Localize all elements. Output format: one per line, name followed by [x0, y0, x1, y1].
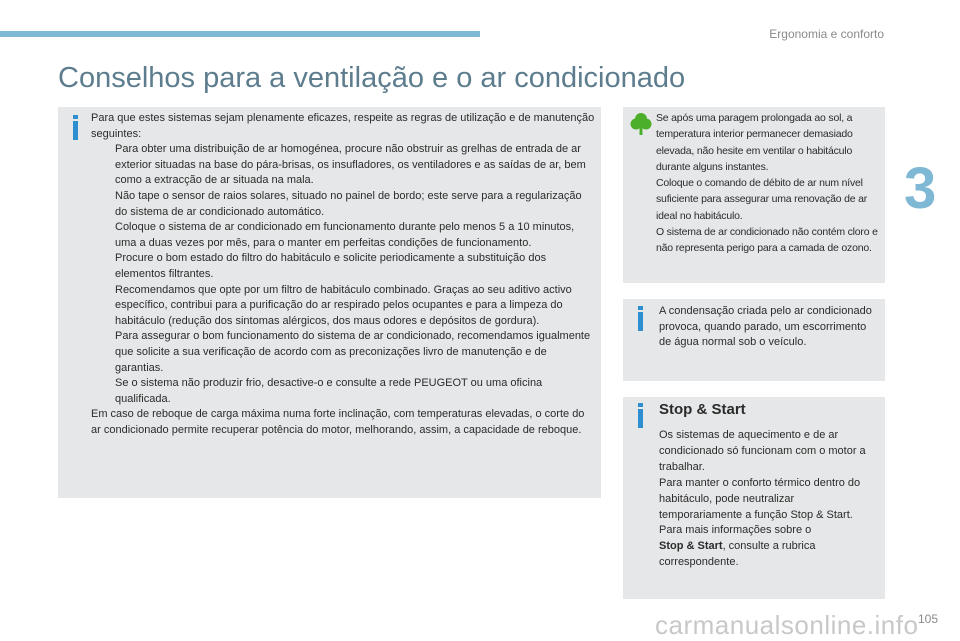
eco-advice-box	[623, 107, 885, 283]
ventilation-advice-box	[58, 107, 601, 498]
advice-bullet-text: Para assegurar o bom funcionamento do sistema de ar condicionado, recomendamos igualmente que solicite a sua verificação de acordo com as preconizações livro de manutenção e de garantias.	[115, 330, 591, 374]
watermark: carmanualsonline.info	[655, 610, 919, 640]
chapter-number: 3	[904, 156, 937, 221]
eco-tree-icon	[630, 112, 652, 136]
header-accent-bar	[0, 31, 480, 37]
advice-bullet-text: Procure o bom estado do filtro do habitáculo e solicite periodicamente a substituição dos elementos filtrantes.	[115, 252, 547, 280]
stop-start-text-reference	[659, 523, 879, 571]
advice-bullet-text: Coloque o sistema de ar condicionado em funcionamento durante pelo menos 5 a 10 minutos, uma a duas vezes por mês, para o manter em perfeitas condições de funcionamento.	[115, 221, 575, 249]
page-number: 105	[917, 612, 938, 626]
stop-start-box	[623, 397, 885, 599]
advice-bullet-text: Não tape o sensor de raios solares, situado no painel de bordo; este serve para a regularização do sistema de ar condicionado automático.	[115, 189, 582, 218]
advice-bullet	[91, 329, 595, 376]
advice-bullet	[91, 251, 595, 282]
advice-intro: Para que estes sistemas sejam plenamente eficazes, respeite as regras de utilização e de manutenção seguintes:	[91, 112, 595, 140]
info-icon	[73, 121, 78, 140]
stop-start-text-neutralize: Para manter o conforto térmico dentro do habitáculo, pode neutralizar temporariamente a função Stop & Start.	[659, 476, 861, 521]
reference-bold: Stop & Start	[659, 540, 723, 553]
filter-recommendation: Recomendamos que opte por um filtro de habitáculo combinado. Graças ao seu aditivo activo específico, contribui para a purificação do ar respirado pelos ocupantes e para a limpeza do habitáculo (redução dos sintomas alérgicos, dos maus odores e depósitos de gordura).	[115, 283, 572, 327]
advice-bullet	[91, 220, 595, 251]
eco-text-ozone: O sistema de ar condicionado não contém cloro e não representa perigo para a camada de ozono.	[656, 226, 878, 255]
reference-prefix: Para mais informações sobre o	[659, 524, 812, 537]
stop-start-title: Stop & Start	[659, 401, 746, 418]
section-name: Ergonomia e conforto	[769, 27, 884, 41]
info-icon	[638, 312, 643, 331]
eco-text-airflow: Coloque o comando de débito de ar num nível suficiente para assegurar uma renovação de ar ideal no habitáculo.	[656, 177, 868, 222]
advice-bullet	[91, 142, 595, 189]
advice-bullet-text: Se o sistema não produzir frio, desactive-o e consulte a rede PEUGEOT ou uma oficina qualificada.	[115, 377, 543, 405]
condensation-text: A condensação criada pelo ar condicionado provoca, quando parado, um escorrimento de água normal sob o veículo.	[659, 305, 872, 349]
eco-text-ventilate: Se após uma paragem prolongada ao sol, a temperatura interior permanecer demasiado elevada, não hesite em ventilar o habitáculo durante alguns instantes.	[656, 112, 853, 173]
towing-note: Em caso de reboque de carga máxima numa forte inclinação, com temperaturas elevadas, o corte do ar condicionado permite recuperar potência do motor, melhorando, assim, a capacidade de reboque.	[91, 408, 585, 436]
advice-bullet	[91, 376, 595, 407]
stop-start-text-engine: Os sistemas de aquecimento e de ar condicionado só funcionam com o motor a trabalhar.	[659, 429, 866, 473]
info-icon	[638, 409, 643, 428]
page-title: Conselhos para a ventilação e o ar condicionado	[58, 62, 686, 94]
condensation-box	[623, 299, 885, 381]
reference-suffix: , consulte a rubrica correspondente.	[659, 540, 816, 569]
advice-bullet-text: Para obter uma distribuição de ar homogénea, procure não obstruir as grelhas de entrada de ar exterior situadas na base do pára-brisas, os insufladores, os ventiladores e as saídas de ar, bem como a extracção de ar situada na mala.	[115, 143, 586, 187]
advice-bullet	[91, 189, 595, 220]
